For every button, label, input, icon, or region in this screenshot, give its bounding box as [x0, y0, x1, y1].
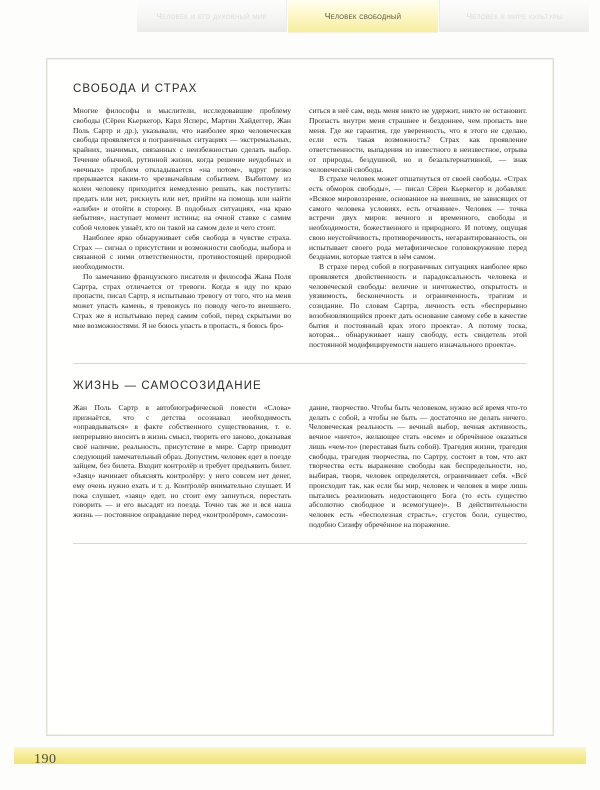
article-1-left-column — [73, 106, 291, 350]
paragraph: В страхе человек может отшатнуться от своей свободы. «Страх есть обморок свободы», — писал Сёрен Кьеркегор и добавлял: «Всякое мировоззрение, основанное на внешних, не зависящих от самого человека условиях, есть отчаяние». Человек — точка встречи двух миров: вечного и временного, свободы и необходимости, божественного и природного. И потому, ощущая свою неустойчивость, противоречивость, негарантированность, он испытывает своего рода метафизическое головокружение перед безднами, которые таятся в нём самом. — [309, 174, 527, 262]
chapter-tab-current-label: Человек свободный — [324, 11, 402, 21]
article-2-columns — [73, 403, 527, 530]
article-2-title: ЖИЗНЬ — САМОСОЗИДАНИЕ — [73, 379, 262, 392]
paragraph: Многие философы и мыслители, исследовавшие проблему свободы (Сёрен Кьеркегор, Карл Ясперс, Мартин Хайдеггер, Жан Поль Сартр и др.), указывали, что наиболее ярко человеческая свобода проявляется в пограничных ситуациях — экстремальных, крайних, значимых, связанных с неизбежностью сделать выбор. Течение обычной, рутинной жизни, когда решение неудобных и «вечных» проблем откладывается «на потом», вдруг резко прерывается каким-то чрезвычайным событием. Выбитому из колеи человеку приходится немедленно решать, как поступить: предать или нет, рискнуть или нет, прийти на помощь или найти «алиби» и отойти в сторону. В подобных ситуациях, «на краю небытия», наступает момент истины; на очной ставке с самим собой человек узнаёт, кто он такой на самом деле и чего стоит. — [73, 106, 291, 232]
paragraph: ситься в неё сам, ведь меня никто не удержит, никто не остановит. Пропасть внутри меня страшнее и бездоннее, чем пропасть вне меня. Где же гарантия, где уверенность, что я этого не сделаю, если есть такая возможность? Страх как проявление ответственности, выпадения из известного в неизвестное, отрыва от природы, бездушной, но и безальтернативной, — знак человеческой свободы. — [309, 106, 527, 174]
paragraph: Жан Поль Сартр в автобиографической повести «Слова» признаётся, что с детства осознавал необходимость «оправдываться» в факте собственного существования, т. е. непрерывно вносить в жизнь смысл, творить его заново, доказывая своё наличие, реальность, присутствие в мире. Сартр приводит следующий замечательный образ. Допустим, человек едет в поезде зайцем, без билета. Входит контролёр и требует предъявить билет. «Заяц» начинает объяснять контролёру: у него совсем нет денег, ему очень нужно ехать и т. д. Контролёр внимательно слушает. И пока слушает, «заяц» едет, но стоит ему запнуться, перестать говорить — и его высадят из поезда. Точно так же и вся наша жизнь — постоянное оправдание перед «контролёром», самосози- — [73, 402, 291, 519]
paragraph: дание, творчество. Чтобы быть человеком, нужно всё время что-то делать с собой, а чтобы не быть — достаточно не делать ничего. Человеческая реальность — вечный выбор, вечная активность, вечное «ничто», желающее стать «всем» и обречённое оказаться лишь «чем-то» (переставая быть собой). Трагедия жизни, трагедия свободы, трагедия творчества, по Сартру, состоит в том, что акт творчества есть выражение свободы как беспредельности, но, выбирая, творя, человек определяется, ограничивает себя. «Всё происходит так, как если бы мир, человек и человек в мире лишь пытались реализовать недостающего Бога (то есть существо абсолютно свободное и всемогущее)». В действительности человек есть «бесполезная страсть», сгусток боли, существо, подобно Сизифу обречённое на поражение. — [309, 402, 527, 529]
paragraph: По замечанию французского писателя и философа Жана Поля Сартра, страх отличается от тревоги. Когда я иду по краю пропасти, писал Сартр, я испытываю тревогу от того, что на меня может упасть камень, я тревожусь по поводу чего-то внешнего. Страх же я испытываю перед самим собой, перед скрытыми во мне возможностями. Я не боюсь упасть в пропасть, я боюсь бро- — [73, 271, 291, 330]
footer-band — [14, 747, 586, 764]
paragraph: В страхе перед собой в пограничных ситуациях наиболее ярко проявляется двойственность и парадоксальность человека и человеческой свободы: величие и ничтожество, открытость и уязвимость, бесконечность и ограниченность, трагизм и созидание. По словам Сартра, личность есть «беспрерывно возобновляющийся проект дать основание самому себе в качестве бытия и постоянный крах этого проекта». А потому тоска, которая... обнаруживает нашу свободу, есть свидетель этой постоянной модифицируемости нашего изначального проекта». — [309, 262, 527, 349]
article-1-right-column — [309, 106, 527, 350]
chapter-tab-previous-label: Человек и его духовный мир — [156, 11, 267, 21]
article-1-columns — [73, 106, 527, 350]
chapter-tab-previous[interactable] — [137, 0, 287, 32]
chapter-tab-bar — [0, 0, 600, 34]
article-svoboda-i-strah — [73, 83, 527, 364]
chapter-tab-current[interactable] — [288, 0, 438, 32]
paragraph: Наиболее ярко обнаруживает себя свобода в чувстве страха. Страх — сигнал о присутствии и возможности свободы, выбора и связанной с ними ответственности, противостоящей природной необходимости. — [73, 232, 291, 271]
article-1-title: СВОБОДА И СТРАХ — [73, 83, 198, 95]
article-2-right-column — [309, 403, 527, 530]
chapter-tab-next-label: Человек в мире культуры — [466, 11, 563, 21]
page-number: 190 — [34, 752, 57, 767]
article-zhizn-samosozidanie — [73, 380, 527, 544]
article-2-left-column — [73, 403, 291, 530]
article-divider — [73, 363, 527, 364]
article-divider — [73, 543, 527, 544]
chapter-tab-next[interactable] — [439, 0, 589, 32]
page-sheet — [46, 58, 554, 736]
